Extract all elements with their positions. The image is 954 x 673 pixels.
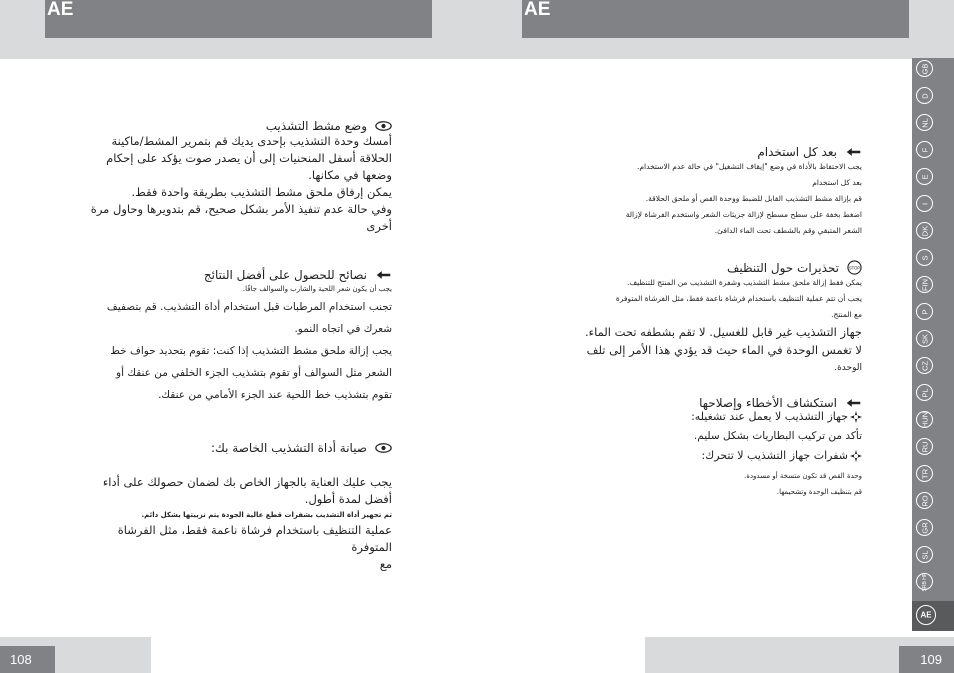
text-line: شعرك في اتجاه النمو. — [294, 323, 392, 335]
eye-icon — [375, 442, 392, 454]
bold-note: تم تجهيز أداة التشذيب بشفرات قطع عالية الجودة يتم تزييتها بشكل دائم. — [141, 511, 392, 519]
text-line: عملية التنظيف باستخدام فرشاة ناعمة فقط، مثل الفرشاة المتوفرة — [117, 523, 392, 554]
question-text: جهاز التشذيب لا يعمل عند تشغيله: — [691, 410, 848, 423]
tab-p[interactable]: P — [916, 303, 933, 320]
text-line: يجب أن تتم عملية التنظيف باستخدام فرشاة ناعمة فقط، مثل الفرشاة المتوفرة — [615, 294, 862, 303]
text-line: جهاز التشذيب غير قابل للغسيل. لا تقم بشطفه تحت الماء. — [585, 325, 862, 339]
tab-pl[interactable]: PL — [916, 384, 933, 401]
section-title: استكشاف الأخطاء وإصلاحها — [699, 396, 837, 410]
text-line: الشعر مثل السوالف أو تقوم بتشذيب الجزء الخلفي من عنقك أو — [116, 367, 392, 379]
hand-pointer-icon — [375, 269, 392, 281]
tab-srb-hr[interactable]: SRB HR — [916, 573, 933, 590]
left-section-maintenance — [88, 441, 392, 573]
stop-icon — [847, 260, 862, 275]
question-text: شفرات جهاز التشذيب لا تتحرك: — [701, 449, 848, 462]
eye-icon — [375, 120, 392, 132]
language-code-right: AE — [522, 0, 909, 38]
tab-s[interactable]: S — [916, 249, 933, 266]
star-bullet-icon — [850, 450, 862, 462]
text-line: يجب إزالة ملحق مشط التشذيب إذا كنت: تقوم بتحديد حواف خط — [110, 345, 392, 357]
tab-dk[interactable]: DK — [916, 222, 933, 239]
tab-fin[interactable]: FIN — [916, 276, 933, 293]
tab-i[interactable]: I — [916, 195, 933, 212]
left-section-comb-attachment — [88, 119, 392, 235]
language-tab-strip — [912, 58, 954, 631]
svg-text:STOP: STOP — [848, 265, 861, 271]
text-line: الوحدة. — [834, 363, 862, 373]
language-code-left: AE — [45, 0, 432, 38]
text-line: أفضل لمدة أطول. — [304, 492, 392, 506]
text-line: يجب الاحتفاظ بالأداة في وضع "إيقاف التشغيل" في حالة عدم الاستخدام. — [637, 162, 862, 171]
text-line: يمكن فقط إزالة ملحق مشط التشذيب وشفرة التشذيب من المنتج للتنظيف. — [627, 278, 862, 287]
tab-gr[interactable]: GR — [916, 519, 933, 536]
right-section-troubleshooting — [572, 396, 862, 500]
tab-tr[interactable]: TR — [916, 465, 933, 482]
tab-ae-active[interactable]: AE — [916, 605, 936, 625]
tab-ru[interactable]: RU — [916, 438, 933, 455]
right-section-after-use — [572, 145, 862, 239]
answer-text: قم بتنظيف الوحدة وتشحيمها. — [776, 488, 862, 496]
left-section-tips — [88, 268, 392, 406]
tab-gb[interactable]: GB — [916, 60, 933, 77]
hand-pointer-icon — [845, 397, 862, 409]
section-title: تحذيرات حول التنظيف — [726, 260, 839, 275]
text-line: قم بإزالة مشط التشذيب القابل للضبط ووحدة القص أو ملحق الحلاقة. — [645, 194, 862, 203]
page-number-left: 108 — [0, 646, 55, 673]
text-line: مع المنتج. — [831, 310, 862, 319]
answer-text: تأكد من تركيب البطاريات بشكل سليم. — [693, 430, 862, 442]
text-line: لا تغمس الوحدة في الماء حيث قد يؤدي هذا الأمر إلى تلف — [586, 343, 862, 357]
tab-ro[interactable]: RO — [916, 492, 933, 509]
star-bullet-icon — [850, 411, 862, 423]
text-line: يمكن إرفاق ملحق مشط التشذيب بطريقة واحدة فقط. — [131, 185, 392, 199]
text-line: تقوم بتشذيب خط اللحية عند الجزء الأمامي من عنقك. — [158, 389, 392, 401]
answer-text: وحدة القص قد تكون متسخة أو مسدودة. — [744, 472, 862, 480]
section-title: بعد كل استخدام — [757, 145, 837, 159]
text-line: وفي حالة عدم تنفيذ الأمر بشكل صحيح، قم بتدويرها وحاول مرة — [90, 202, 392, 216]
tab-e[interactable]: E — [916, 168, 933, 185]
tab-cz[interactable]: CZ — [916, 357, 933, 374]
text-line: أخرى — [366, 219, 392, 233]
tab-f[interactable]: F — [916, 141, 933, 158]
tab-sk[interactable]: SK — [916, 330, 933, 347]
text-line: وضعها في مكانها. — [308, 168, 392, 182]
text-line: اضغط بخفة على سطح مسطح لإزالة جزيئات الشعر واستخدم الفرشاة لإزالة — [625, 210, 862, 219]
text-line: تجنب استخدام المرطبات قبل استخدام أداة التشذيب. قم بتصفيف — [106, 301, 392, 313]
section-title: صيانة أداة التشذيب الخاصة بك: — [210, 441, 367, 455]
right-section-cleaning-warnings — [572, 260, 862, 377]
tab-nl[interactable]: NL — [916, 114, 933, 131]
hand-pointer-icon — [845, 146, 862, 158]
text-line: الحلاقة أسفل المنحنيات إلى أن يصدر صوت يؤكد على إحكام — [106, 151, 392, 165]
text-line: بعد كل استخدام — [812, 178, 862, 187]
text-line: الشعر المتبقي وقم بالشطف تحت الماء الدافئ. — [714, 226, 862, 235]
page-number-right: 109 — [899, 646, 954, 673]
tab-sl[interactable]: SL — [916, 546, 933, 563]
text-line: يجب عليك العناية بالجهاز الخاص بك لضمان حصولك على أداء — [102, 475, 392, 489]
text-line: مع — [379, 557, 392, 571]
tab-hun[interactable]: HUN — [916, 411, 933, 428]
section-title: وضع مشط التشذيب — [265, 119, 367, 133]
tab-d[interactable]: D — [916, 87, 933, 104]
text-line: أمسك وحدة التشذيب بإحدى يديك قم بتمرير المشط/ماكينة — [111, 134, 392, 148]
section-title: نصائح للحصول على أفضل النتائج — [203, 268, 367, 282]
small-text: يجب أن يكون شعر اللحية والشارب والسوالف جافًا. — [242, 285, 392, 293]
